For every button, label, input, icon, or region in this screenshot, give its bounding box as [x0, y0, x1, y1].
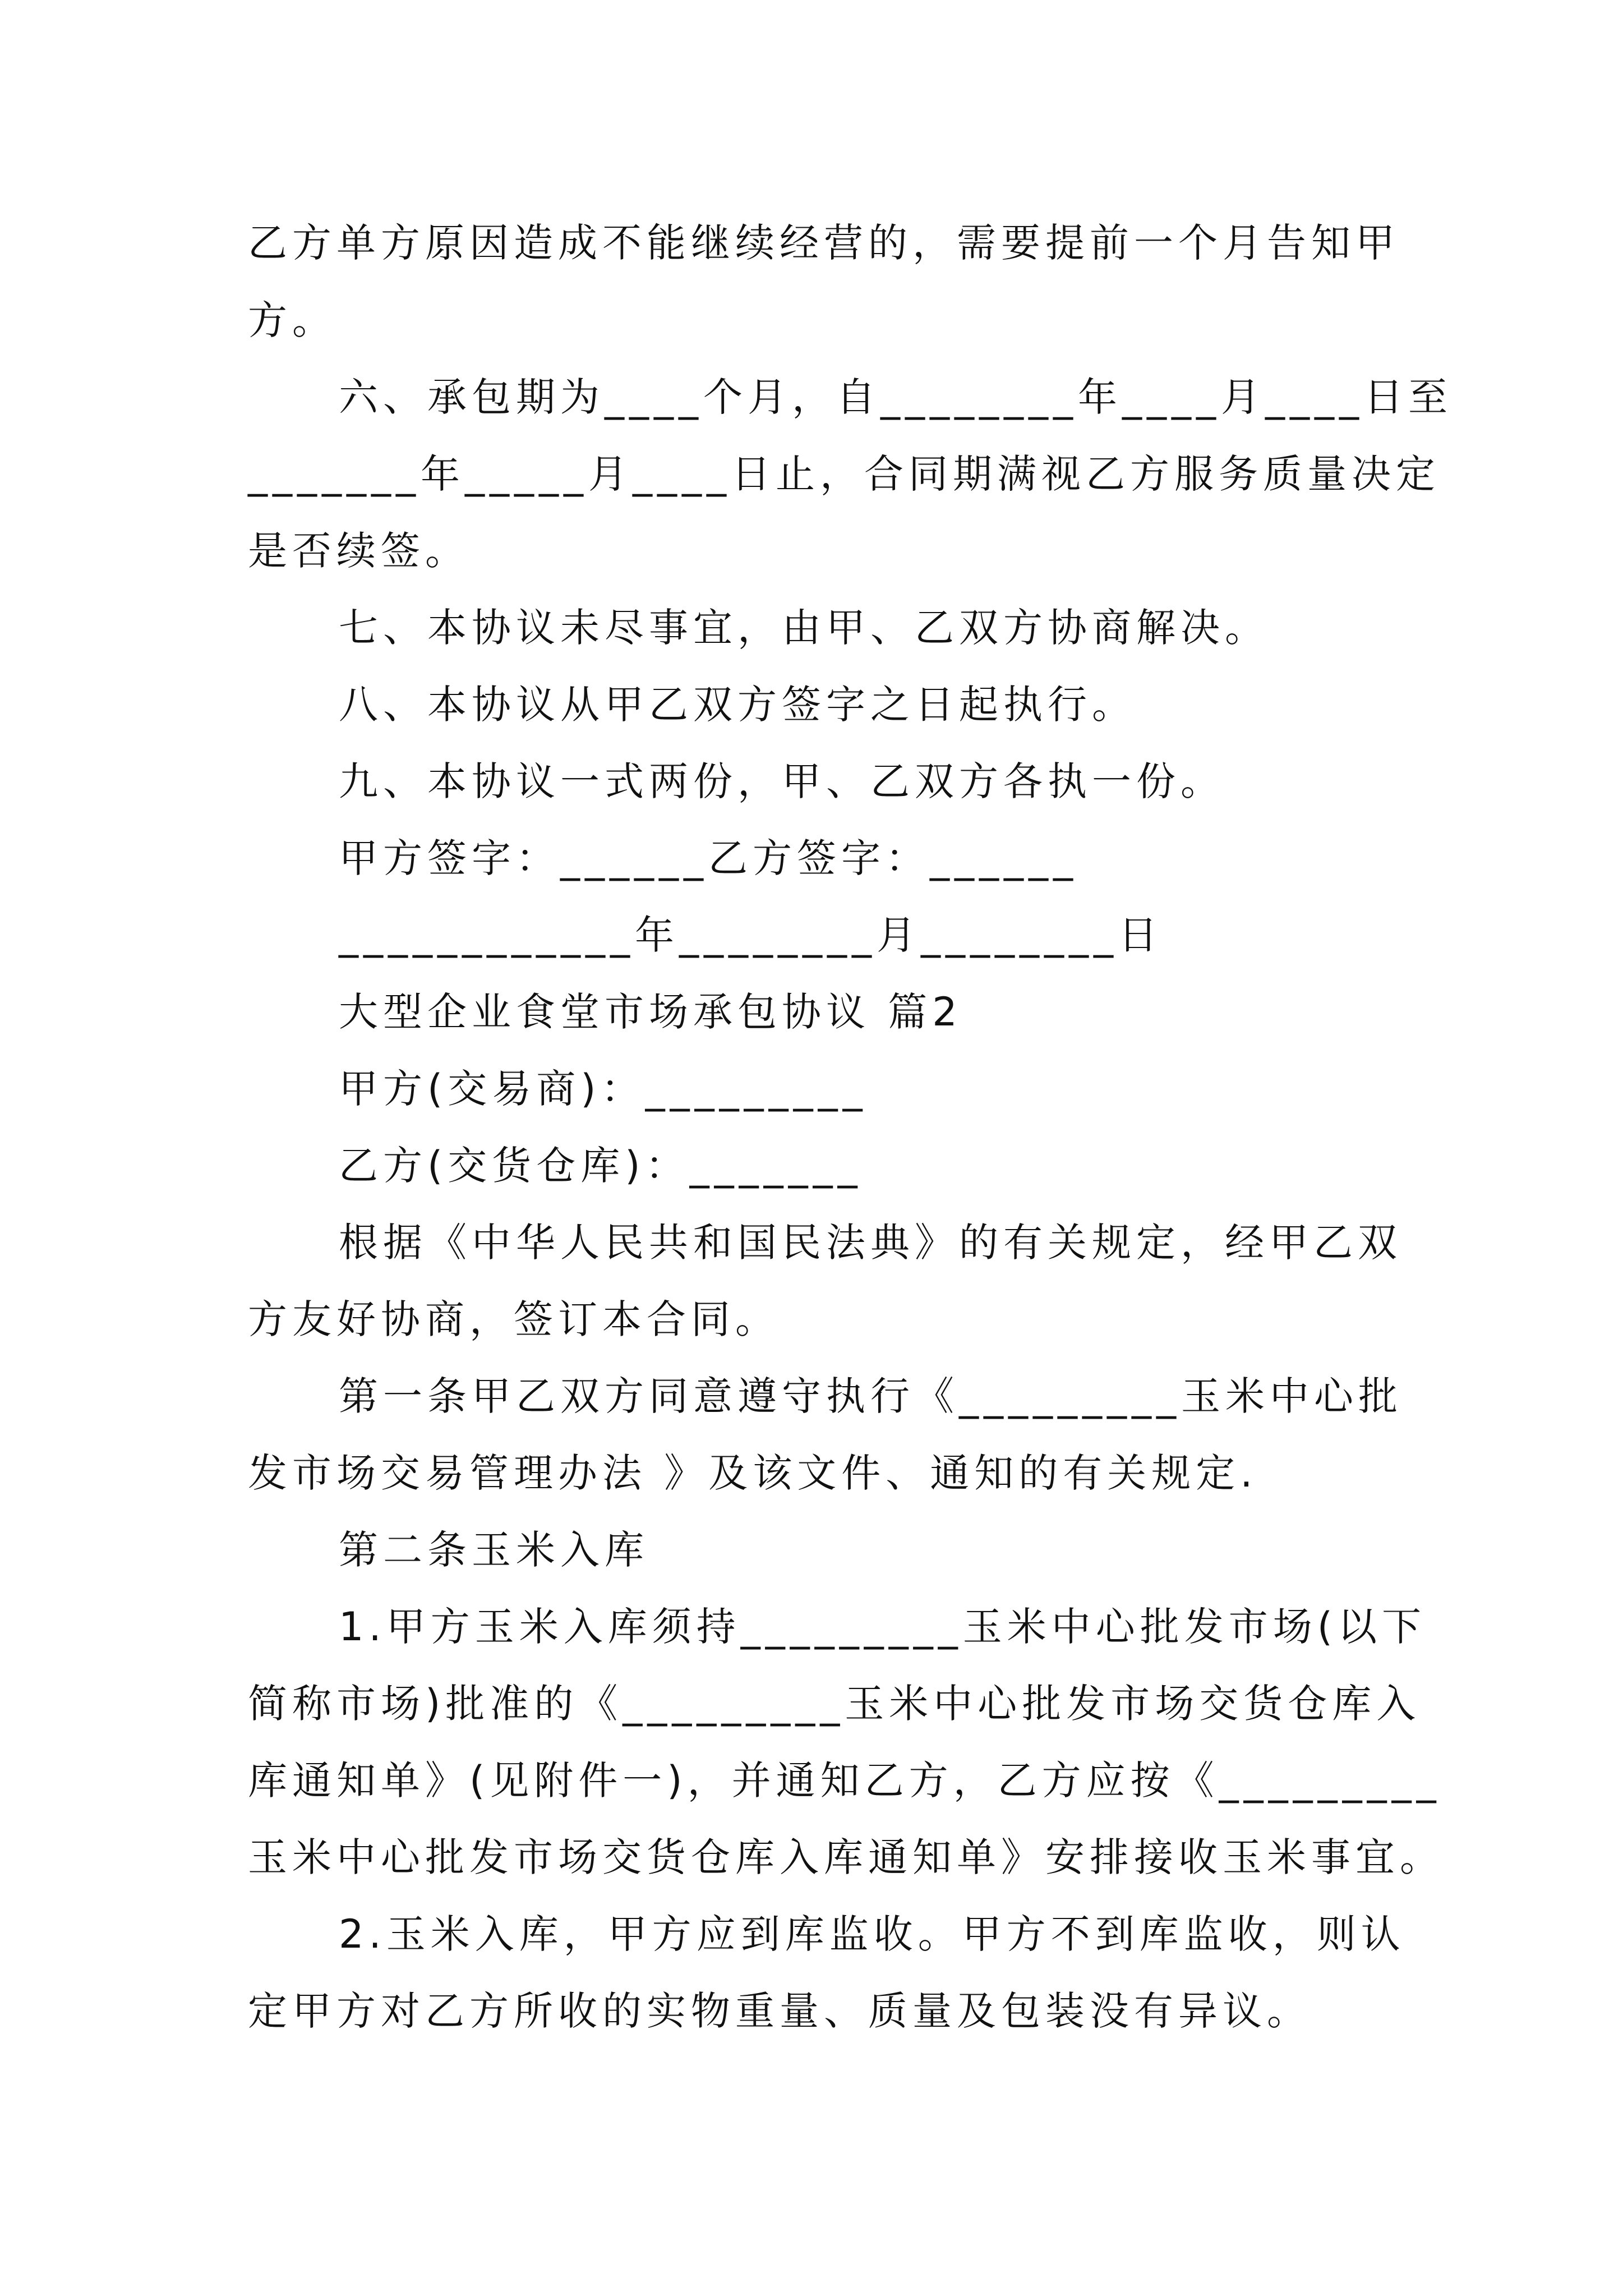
item-2: 2.玉米入库，甲方应到库监收。甲方不到库监收，则认 [339, 1911, 1405, 1957]
clause-8: 八、本协议从甲乙双方签字之日起执行。 [339, 682, 1136, 728]
text-line: 方友好协商，签订本合同。 [248, 1296, 780, 1342]
text-line: 方。 [248, 297, 336, 343]
article-2-heading: 第二条玉米入库 [339, 1527, 649, 1573]
text-line: 玉米中心批发市场交货仓库入库通知单》安排接收玉米事宜。 [248, 1834, 1444, 1880]
text-line: 库通知单》(见附件一)，并通知乙方，乙方应按《_________ [248, 1757, 1441, 1803]
item-1: 1.甲方玉米入库须持_________玉米中心批发市场(以下 [339, 1604, 1427, 1650]
section-title: 大型企业食堂市场承包协议 篇2 [339, 989, 962, 1035]
signature-line: 甲方签字：______乙方签字：______ [339, 835, 1078, 881]
party-a-line: 甲方(交易商)：_________ [339, 1066, 868, 1112]
text-line: 定甲方对乙方所收的实物重量、质量及包装没有异议。 [248, 1988, 1311, 2034]
text-line: 简称市场)批准的《_________玉米中心批发市场交货仓库入 [248, 1681, 1421, 1727]
article-1: 第一条甲乙双方同意遵守执行《_________玉米中心批 [339, 1373, 1403, 1419]
text-line: 乙方单方原因造成不能继续经营的，需要提前一个月告知甲 [248, 220, 1400, 266]
clause-6-term: 六、承包期为____个月，自________年____月____日至 [339, 374, 1453, 420]
preamble: 根据《中华人民共和国民法典》的有关规定，经甲乙双 [339, 1220, 1402, 1266]
text-line: 发市场交易管理办法 》及该文件、通知的有关规定. [248, 1450, 1258, 1496]
text-line: 是否续签。 [248, 528, 469, 574]
text-line: _______年_____月____日止，合同期满视乙方服务质量决定 [248, 451, 1440, 497]
party-b-line: 乙方(交货仓库)：_______ [339, 1143, 863, 1189]
date-line: ____________年________月________日 [339, 912, 1163, 958]
clause-9: 九、本协议一式两份，甲、乙双方各执一份。 [339, 758, 1225, 804]
clause-7: 七、本协议未尽事宜，由甲、乙双方协商解决。 [339, 605, 1269, 651]
